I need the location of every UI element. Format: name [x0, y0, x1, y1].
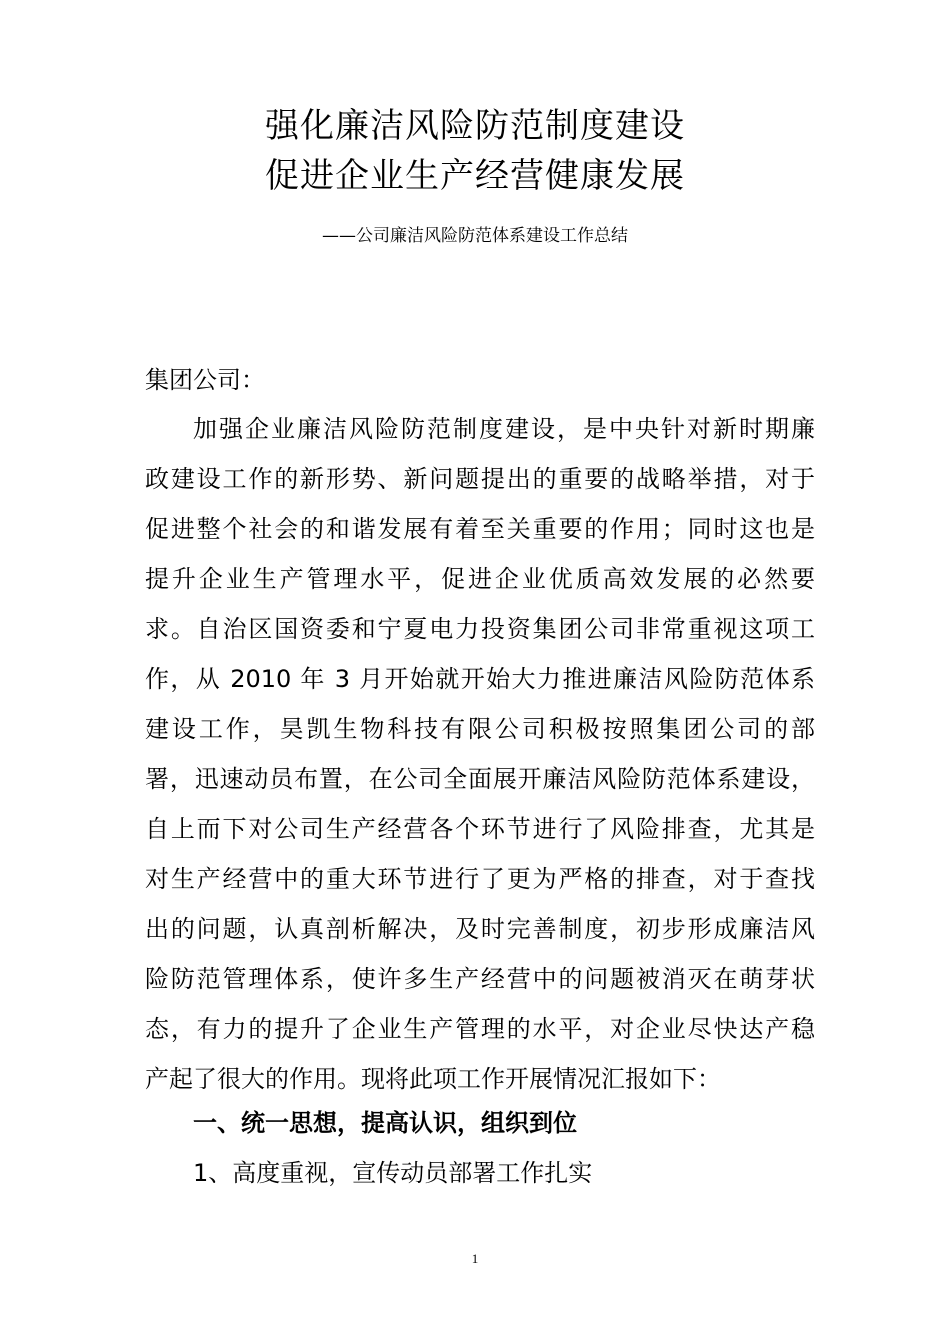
title-line-2: 促进企业生产经营健康发展: [265, 156, 685, 196]
paragraph-line: 自上而下对公司生产经营各个环节进行了风险排查，尤其是: [145, 815, 815, 843]
salutation: 集团公司：: [145, 366, 265, 394]
paragraph-line: 加强企业廉洁风险防范制度建设，是中央针对新时期廉: [193, 415, 815, 443]
paragraph-line: 建设工作，昊凯生物科技有限公司积极按照集团公司的部: [145, 715, 815, 743]
paragraph-line: 态，有力的提升了企业生产管理的水平，对企业尽快达产稳: [145, 1015, 815, 1043]
paragraph-1: [145, 404, 815, 1104]
title-line-1: 强化廉洁风险防范制度建设: [265, 106, 685, 146]
paragraph-line: 对生产经营中的重大环节进行了更为严格的排查，对于查找: [145, 865, 815, 893]
paragraph-line: 出的问题，认真剖析解决，及时完善制度，初步形成廉洁风: [145, 915, 815, 943]
paragraph-line: 政建设工作的新形势、新问题提出的重要的战略举措，对于: [145, 465, 815, 493]
subtitle: ——公司廉洁风险防范体系建设工作总结: [322, 226, 628, 246]
subsection-heading-1: 1、高度重视，宣传动员部署工作扎实: [193, 1159, 593, 1187]
page-number: 1: [471, 1251, 479, 1266]
paragraph-line: 险防范管理体系，使许多生产经营中的问题被消灭在萌芽状: [145, 965, 815, 993]
paragraph-line: 产起了很大的作用。现将此项工作开展情况汇报如下：: [145, 1065, 721, 1093]
paragraph-line: 署，迅速动员布置，在公司全面展开廉洁风险防范体系建设，: [145, 765, 815, 793]
paragraph-line: 作，从 2010 年 3 月开始就开始大力推进廉洁风险防范体系: [145, 665, 815, 693]
paragraph-line: 求。自治区国资委和宁夏电力投资集团公司非常重视这项工: [145, 615, 815, 643]
paragraph-line: 提升企业生产管理水平，促进企业优质高效发展的必然要: [145, 565, 815, 593]
section-heading-1: 一、统一思想，提高认识，组织到位: [193, 1109, 577, 1137]
paragraph-line: 促进整个社会的和谐发展有着至关重要的作用；同时这也是: [145, 515, 815, 543]
